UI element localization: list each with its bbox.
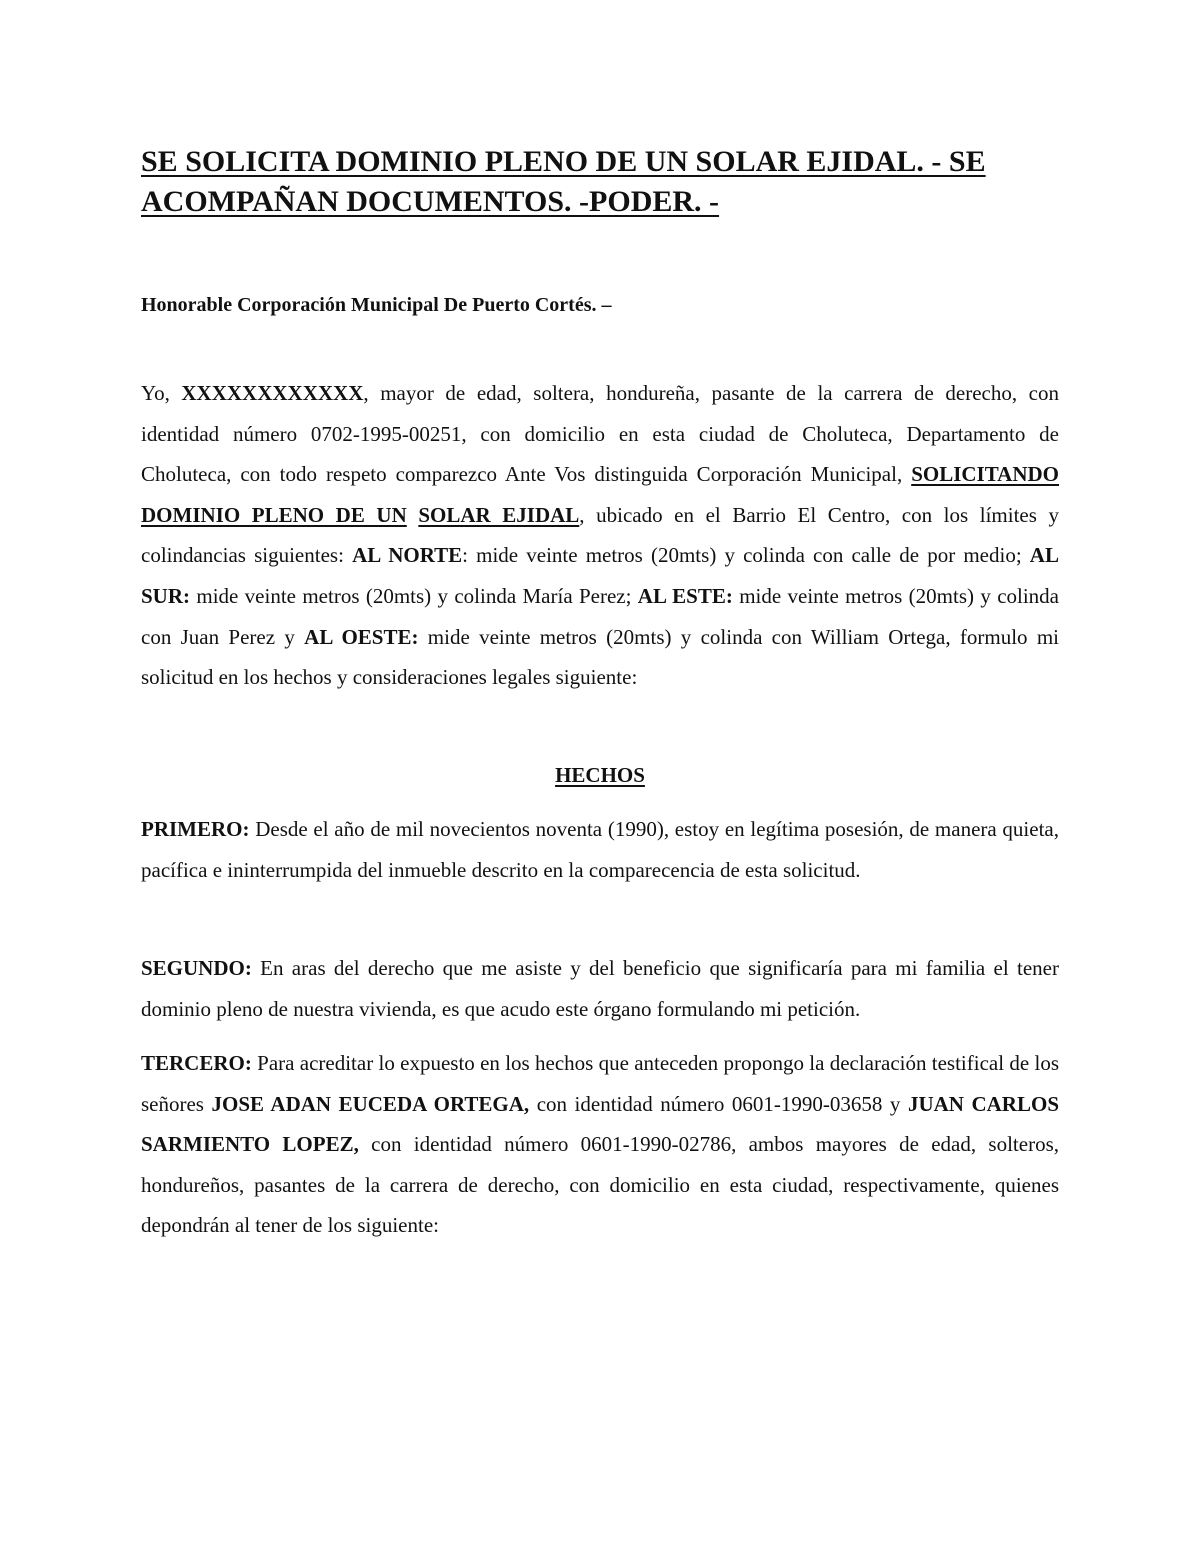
intro-text-2: , mayor de edad, soltera, hondureña, pasante de la carrera de derecho, con identidad número 0702-1995-00251, con domicilio en esta ciudad de Choluteca, Departamento de Choluteca, con todo respeto comparezco Ante Vos distinguida Corporación Municipal, (141, 381, 1059, 487)
boundary-south-label: AL SUR: (141, 543, 1059, 608)
title-line-1: SE SOLICITA DOMINIO PLENO DE UN SOLAR EJIDAL. - SE (141, 145, 986, 178)
fact-tercero-text-1: Para acreditar lo expuesto en los hechos que anteceden propongo la declaración testifical de los señores (141, 1051, 1059, 1116)
fact-primero-label: PRIMERO: (141, 817, 250, 841)
request-space (407, 503, 419, 527)
fact-primero (141, 809, 1059, 890)
intro-paragraph (141, 373, 1059, 698)
fact-primero-text: Desde el año de mil novecientos noventa (1990), estoy en legítima posesión, de manera quieta, pacífica e ininterrumpida del inmueble descrito en la comparecencia de esta solicitud. (141, 817, 1059, 882)
request-phrase-a: SOLICITANDO DOMINIO PLENO DE UN (141, 462, 1059, 527)
boundary-west-label: AL OESTE: (304, 624, 419, 649)
addressee: Honorable Corporación Municipal De Puerto Cortés. – (141, 294, 612, 316)
boundary-south-text: mide veinte metros (20mts) y colinda María Perez; (190, 583, 638, 608)
witness-2-name: JUAN CARLOS SARMIENTO LOPEZ, (141, 1091, 1059, 1157)
fact-segundo-text: En aras del derecho que me asiste y del beneficio que significaría para mi familia el tener dominio pleno de nuestra vivienda, es que acudo este órgano formulando mi petición. (141, 956, 1059, 1021)
boundary-east-label: AL ESTE: (637, 583, 733, 608)
intro-text-3: , ubicado en el Barrio El Centro, con los límites y colindancias siguientes: (141, 502, 1059, 568)
boundary-north-text: : mide veinte metros (20mts) y colinda con calle de por medio; (462, 543, 1030, 568)
title-line-2: ACOMPAÑAN DOCUMENTOS. -PODER. - (141, 185, 720, 218)
fact-segundo-label: SEGUNDO: (141, 956, 252, 980)
witness-1-name: JOSE ADAN EUCEDA ORTEGA, (211, 1091, 530, 1116)
boundary-north-label: AL NORTE (352, 543, 463, 568)
fact-tercero-label: TERCERO: (141, 1051, 252, 1075)
fact-tercero-text-2: con identidad número 0601-1990-03658 y (529, 1091, 908, 1116)
intro-text-1: Yo, (141, 381, 182, 405)
fact-tercero-text-3: con identidad número 0601-1990-02786, ambos mayores de edad, solteros, hondureños, pasantes de la carrera de derecho, con domicilio en esta ciudad, respectivamente, quienes depondrán al tener de los siguiente: (141, 1132, 1059, 1238)
applicant-name: XXXXXXXXXXXX (181, 381, 364, 405)
section-heading-hechos (141, 760, 1059, 790)
fact-tercero (141, 1043, 1059, 1246)
heading-text: HECHOS (555, 763, 645, 787)
boundary-west-text: mide veinte metros (20mts) y colinda con William Ortega, formulo mi solicitud en los hechos y consideraciones legales siguiente: (141, 624, 1060, 690)
request-phrase-b: SOLAR EJIDAL (418, 502, 580, 527)
boundary-east-text: mide veinte metros (20mts) y colinda con Juan Perez y (141, 583, 1059, 649)
document-title (141, 142, 1059, 222)
fact-segundo (141, 948, 1059, 1029)
